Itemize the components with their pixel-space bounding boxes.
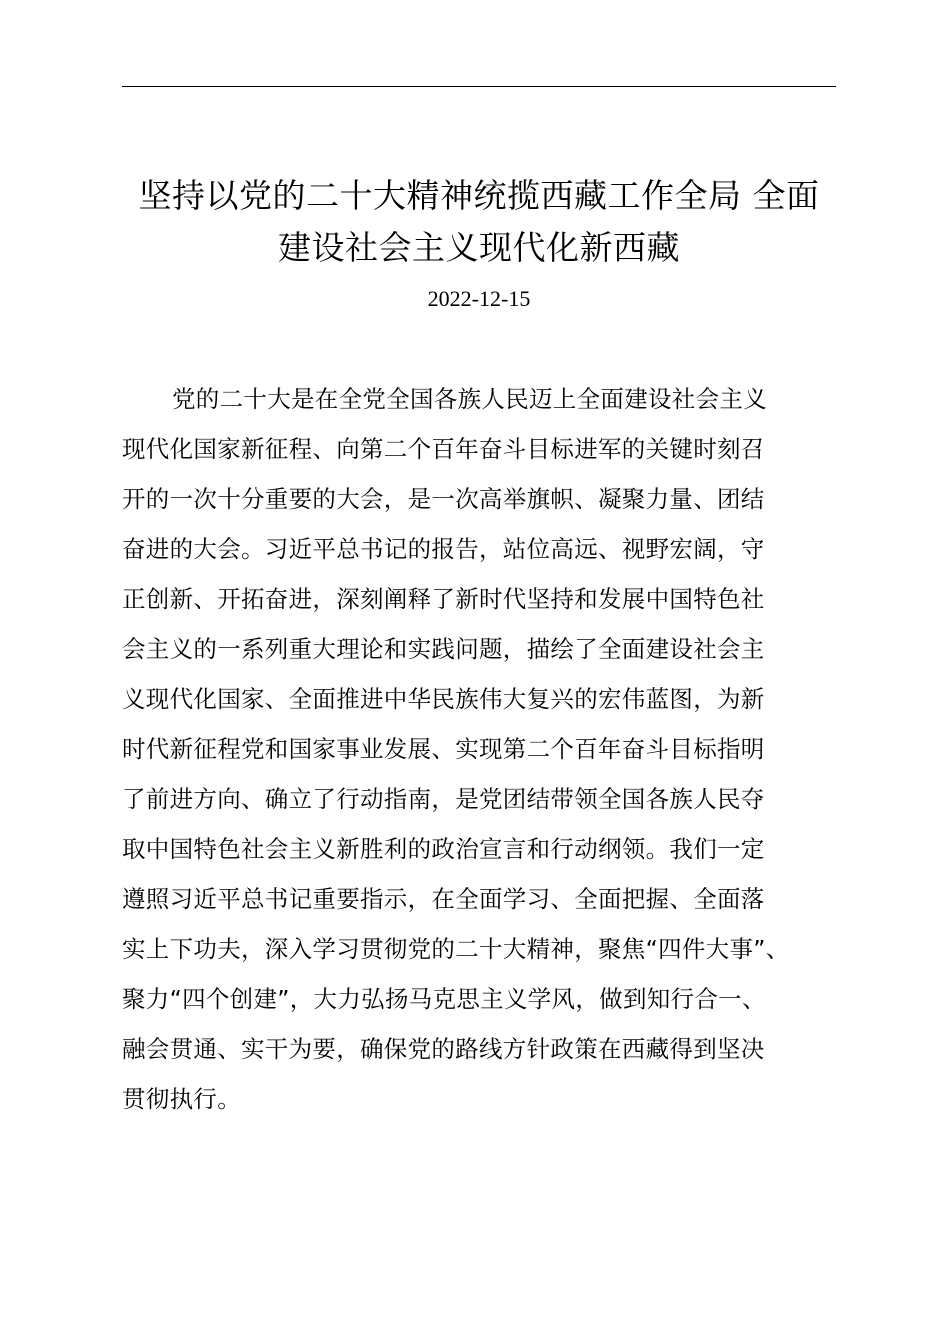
- body-line-8: 时代新征程党和国家事业发展、实现第二个百年奋斗目标指明: [122, 735, 765, 763]
- body-line-15: 贯彻执行。: [122, 1085, 241, 1113]
- publish-date: 2022-12-15: [427, 286, 531, 311]
- body-line-9: 了前进方向、确立了行动指南，是党团结带领全国各族人民夺: [122, 785, 765, 813]
- body-line-5: 正创新、开拓奋进，深刻阐释了新时代坚持和发展中国特色社: [122, 585, 765, 613]
- body-line-14: 融会贯通、实干为要，确保党的路线方针政策在西藏得到坚决: [122, 1035, 765, 1063]
- header-rule: [122, 86, 836, 87]
- body-line-3: 开的一次十分重要的大会，是一次高举旗帜、凝聚力量、团结: [122, 485, 765, 513]
- title-line-1: 坚持以党的二十大精神统揽西藏工作全局 全面: [138, 176, 820, 215]
- body-line-7: 义现代化国家、全面推进中华民族伟大复兴的宏伟蓝图，为新: [122, 685, 765, 713]
- body-line-10: 取中国特色社会主义新胜利的政治宣言和行动纲领。我们一定: [122, 835, 765, 863]
- body-line-6: 会主义的一系列重大理论和实践问题，描绘了全面建设社会主: [122, 635, 765, 663]
- title-line-2: 建设社会主义现代化新西藏: [278, 228, 680, 267]
- body-line-12: 实上下功夫，深入学习贯彻党的二十大精神，聚焦“四件大事”、: [122, 935, 790, 963]
- body-line-13: 聚力“四个创建”，大力弘扬马克思主义学风，做到知行合一、: [122, 985, 766, 1013]
- body-line-4: 奋进的大会。习近平总书记的报告，站位高远、视野宏阔，守: [122, 535, 765, 563]
- body-line-1: 党的二十大是在全党全国各族人民迈上全面建设社会主义: [172, 385, 767, 413]
- body-paragraph: [122, 374, 836, 1124]
- document-title: [110, 170, 848, 274]
- body-line-2: 现代化国家新征程、向第二个百年奋斗目标进军的关键时刻召: [122, 435, 765, 463]
- body-line-11: 遵照习近平总书记重要指示，在全面学习、全面把握、全面落: [122, 885, 765, 913]
